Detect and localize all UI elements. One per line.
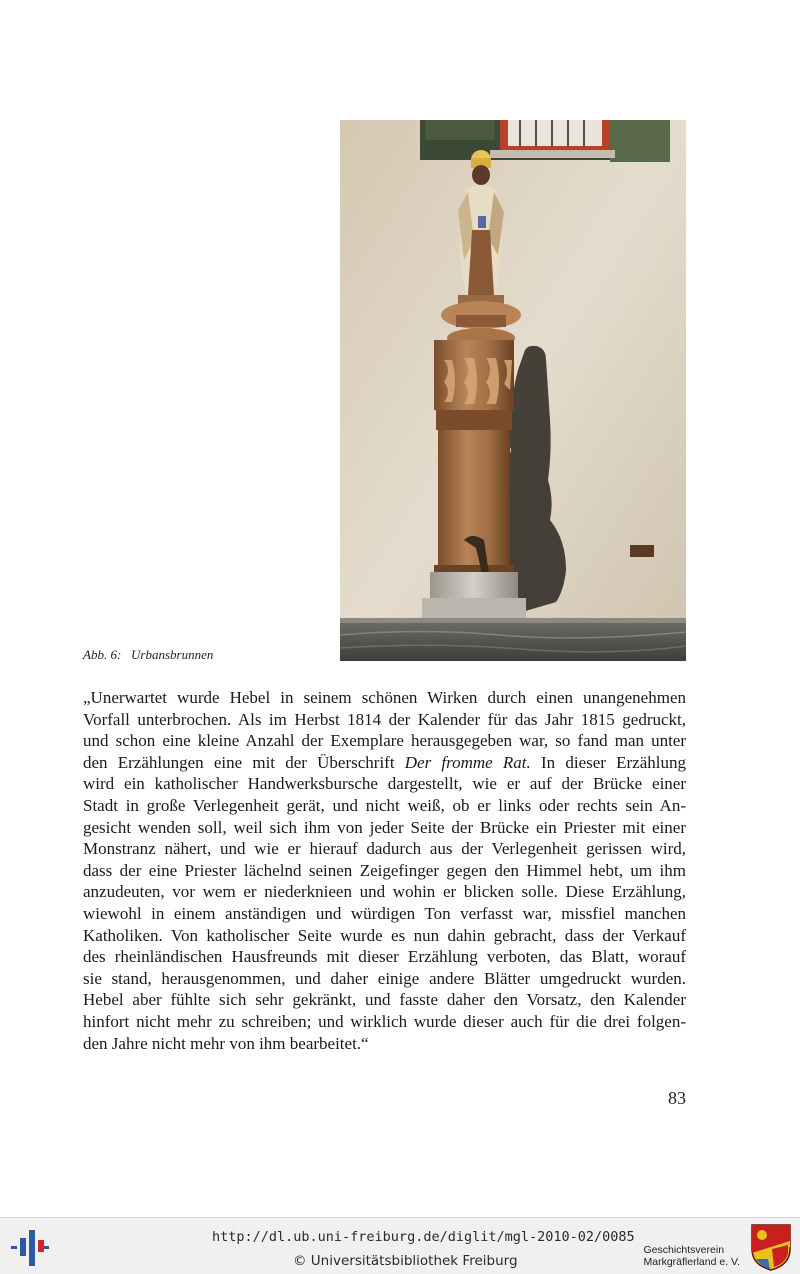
text-line: sie stand, herausgenommen, und daher einige andere Blätter umgedruckt wurden.: [83, 968, 686, 988]
text-line: [83, 752, 686, 774]
footer-bar: [0, 1217, 800, 1274]
text-line: des rheinländischen Hausfreunds mit dieser Erzählung verboten, das Blatt, worauf: [83, 947, 686, 967]
text-line: und schon eine kleine Anzahl der Exemplare herausgegeben war, so fand man unter: [83, 731, 686, 751]
text-line: hinfort nicht mehr zu schreiben; und wirklich wurde dieser auch für die drei folgen-: [83, 1011, 686, 1031]
text-line: Vorfall unterbrochen. Als im Herbst 1814 der Kalender für das Jahr 1815 gedruckt,: [83, 709, 686, 729]
text-line: Hebel aber fühlte sich sehr gekränkt, und fasste daher den Vorsatz, den Kalender: [83, 990, 686, 1010]
text-line: Katholiken. Von katholischer Seite wurde es nun dahin gebracht, dass der Verkauf: [83, 925, 686, 945]
text-line: dass der eine Priester lächelnd seinen Zeigefinger gegen den Himmel hebt, um ihm: [83, 860, 686, 880]
text-line: anzudeuten, vor wem er niederknieen und wohin er blicken solle. Diese Erzählung,: [83, 882, 686, 902]
ub-freiburg-logo-icon: [10, 1226, 50, 1266]
footer-url-link[interactable]: http://dl.ub.uni-freiburg.de/diglit/mgl-2010-02/0085: [212, 1229, 635, 1245]
text-line: gesicht wenden soll, weil sich ihm von jeder Seite der Brücke ein Priester mit einer: [83, 817, 686, 837]
coat-of-arms-icon: [750, 1223, 792, 1271]
footer-copyright: © Universitätsbibliothek Freiburg: [293, 1253, 518, 1269]
text-line: wiewohl in einem anständigen und würdigen Ton verfasst war, missfiel manchen: [83, 903, 686, 923]
page-number: 83: [668, 1088, 686, 1108]
text-line: Monstranz nähert, und wie er hierauf dadurch aus der Verlegenheit gerissen wird,: [83, 839, 686, 859]
society-name-line1: Geschichtsverein: [643, 1244, 725, 1256]
text-line: Stadt in große Verlegenheit gerät, und nicht weiß, ob er links oder rechts sein An-: [83, 795, 686, 815]
society-name-line2: Markgräflerland e. V.: [643, 1256, 740, 1268]
story-title: Der fromme Rat.: [404, 752, 531, 772]
text-line: den Jahre nicht mehr von ihm bearbeitet.“: [83, 1033, 369, 1053]
text-line: „Unerwartet wurde Hebel in seinem schönen Wirken durch einen unangenehmen: [83, 688, 686, 707]
fountain-photograph: [340, 120, 686, 661]
text-line: wird ein katholischer Handwerksbursche dargestellt, wie er auf der Brücke einer: [83, 774, 686, 794]
text-segment: In dieser Erzählung: [540, 752, 686, 772]
body-paragraph: [83, 687, 686, 1054]
text-segment: den Erzählungen eine mit der Überschrift: [83, 752, 395, 772]
figure-caption: Abb. 6: Urbansbrunnen: [83, 647, 214, 662]
society-name: [644, 1244, 741, 1268]
